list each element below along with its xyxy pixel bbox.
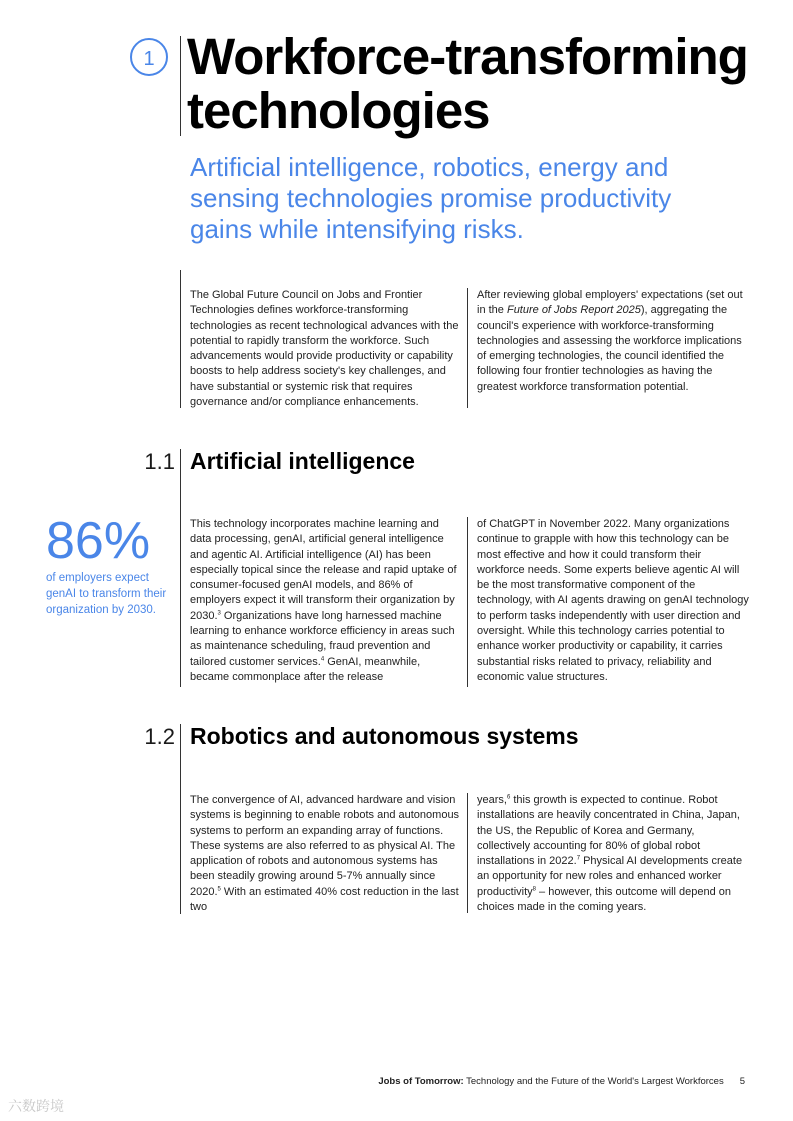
watermark: 六数跨境 (8, 1098, 64, 1114)
page-footer (378, 1076, 745, 1087)
footer-report-title: Jobs of Tomorrow: (378, 1076, 464, 1087)
footer-report-subtitle: Technology and the Future of the World's Largest Workforces (463, 1076, 724, 1087)
section-title: Robotics and autonomous systems (190, 723, 579, 749)
intro-left-paragraph: The Global Future Council on Jobs and Frontier Technologies defines workforce-transforming technologies as recent technological advances with the potential to rapidly transform the workforce. Such advancements would provide productivity or capability boosts to help address society's key challenges, and have substantial or systemic risk that requires governance and/or compliance enhancements. (190, 289, 459, 409)
stat-value: 86% (46, 512, 151, 570)
section-1-2-column-divider (467, 793, 468, 913)
section-1-1-left-paragraph: This technology incorporates machine learning and data processing, genAI, artificial general intelligence and agentic AI. Artificial intelligence (AI) has been especially topical since the release and rapid uptake of consumer-focused genAI models, and 86% of employers expect it will transform their organization by 2030.$^3$ Organizations have long harnessed machine learning to enhance workforce efficiency in areas such as maintenance scheduling, fraud prevention and tailored customer services.$^4$ GenAI, meanwhile, became commonplace after the release (190, 518, 457, 683)
section-1-2-left-paragraph: The convergence of AI, advanced hardware and vision systems is beginning to enable robots and autonomous systems to perform an expanding array of functions. These systems are also referred to as physical AI. The application of robots and autonomous systems has been steadily growing around 5-7% annually since 2020.$^5$ With an estimated 40% cost reduction in the last two (190, 794, 460, 914)
chapter-divider (180, 36, 181, 136)
page-subtitle: Artificial intelligence, robotics, energy and sensing technologies promise productivity gains while intensifying risks. (190, 152, 672, 244)
chapter-number-badge: 1 (130, 38, 168, 76)
stat-caption: of employers expect genAI to transform their organization by 2030. (46, 572, 167, 616)
section-1-2-divider (180, 724, 181, 914)
section-1-1-right-paragraph: of ChatGPT in November 2022. Many organizations continue to grapple with how this technology can be most effective and how it could transform their workforce needs. Some experts believe agentic AI will be the most transformative component of the technology, with AI agents drawing on genAI technology to perform tasks independently with user direction and oversight. While this technology carries potential to enhance worker productivity or capability, it carries substantial risks related to privacy, reliability and economic value structures. (477, 518, 749, 683)
section-number: 1.2 (144, 724, 175, 749)
page-title: Workforce-transforming technologies (187, 28, 748, 139)
page-number: 5 (739, 1076, 745, 1087)
section-1-1-column-divider (467, 517, 468, 687)
section-1-1-divider (180, 449, 181, 687)
section-number: 1.1 (144, 449, 175, 474)
section-1-2-right-paragraph: years,$^6$ this growth is expected to continue. Robot installations are heavily concentrated in China, Japan, the US, the Republic of Korea and Germany, collectively accounting for 80% of global robot installations in 2022.$^7$ Physical AI developments create an opportunity for new roles and enhanced worker productivity$^8$ – however, this outcome will depend on choices made in the coming years. (477, 794, 743, 914)
intro-divider-left (180, 270, 181, 408)
section-title: Artificial intelligence (190, 448, 415, 474)
intro-divider-right (467, 288, 468, 408)
intro-right-paragraph: After reviewing global employers' expectations (set out in the Future of Jobs Report 2025), aggregating the council's experience with workforce-transforming technologies and assessing the workforce implications of emerging technologies, the council identified the following four frontier technologies as having the greatest workforce transformation potential. (477, 289, 743, 393)
